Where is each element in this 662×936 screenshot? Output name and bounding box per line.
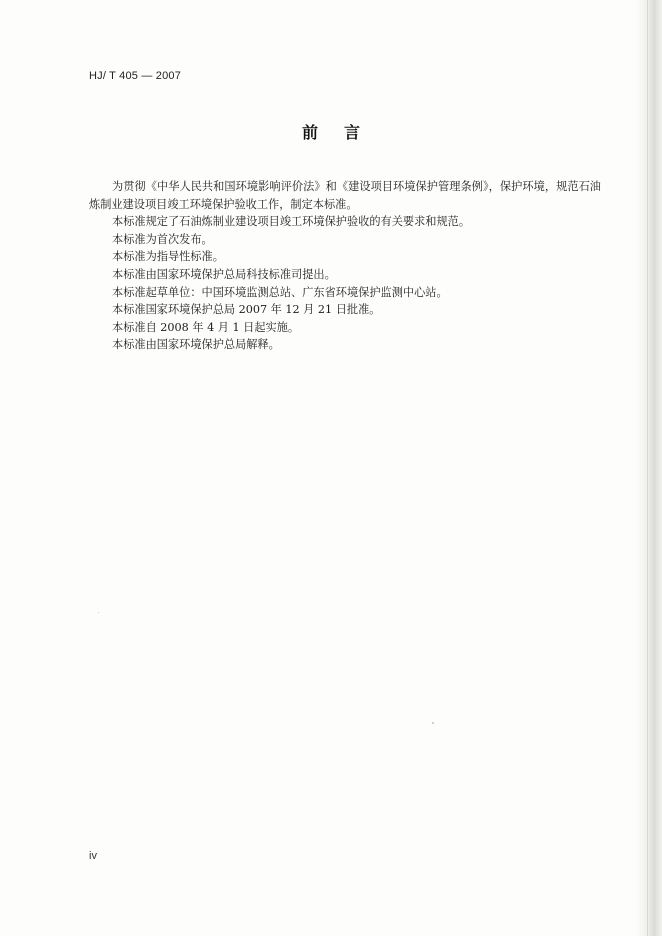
foreword-paragraph: 本标准自 2008 年 4 月 1 日起实施。 (112, 320, 300, 334)
foreword-paragraph: 本标准由国家环境保护总局科技标准司提出。 (112, 267, 336, 281)
foreword-paragraph: 本标准起草单位：中国环境监测总站、广东省环境保护监测中心站。 (112, 285, 448, 299)
foreword-paragraph: 本标准规定了石油炼制业建设项目竣工环境保护验收的有关要求和规范。 (112, 215, 471, 229)
page-number: iv (89, 850, 97, 862)
foreword-body (89, 178, 601, 354)
foreword-paragraph: 本标准为首次发布。 (112, 232, 213, 246)
standard-code: HJ/ T 405 — 2007 (89, 70, 182, 82)
foreword-paragraph: 为贯彻《中华人民共和国环境影响评价法》和《建设项目环境保护管理条例》，保护环境，规范石油炼制业建设项目竣工环境保护验收工作，制定本标准。 (89, 180, 601, 211)
foreword-paragraph: 本标准由国家环境保护总局解释。 (112, 338, 280, 352)
page-title: 前言 (301, 123, 386, 142)
foreword-paragraph: 本标准为指导性标准。 (112, 250, 224, 264)
scan-speck (98, 612, 99, 613)
scan-speck (432, 722, 434, 724)
foreword-paragraph: 本标准国家环境保护总局 2007 年 12 月 21 日批准。 (112, 303, 381, 317)
